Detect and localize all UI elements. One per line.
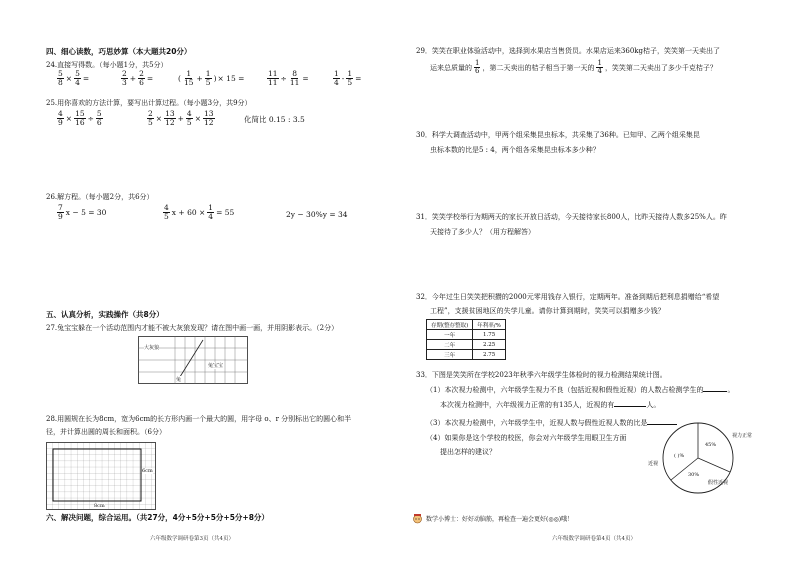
q24-expr-3: ( $\frac{1}{15}$ + $\frac{1}{5}$ ) × 15 = [178,69,245,87]
q25-title: 25.用你喜欢的方法计算，要写出计算过程。（每小题3分，共9分） [46,99,252,107]
pie-legend-near: 近视 [648,461,659,467]
rate-table [426,319,506,360]
q24-expr-4: $\frac{11}{11}$ ÷ $\frac{8}{11}$ = [268,69,309,87]
q33-sub1: （1）本次视力检测中，六年级学生视力不良（包括近视和假性近视）的人数占检测学生的 。 [426,386,735,394]
q33-sub2: 本次视力检测中，六年级视力正常的有135人，近视的有 人。 [440,401,661,409]
pie-label-45: 45% [705,442,717,448]
rate-value-cell: 2.25 [473,340,506,350]
q33-line1: 33．下图是笑笑所在学校2023年秋季六年级学生体检时的视力检测结果统计图。 [416,371,667,379]
rate-value-cell: 2.75 [473,350,506,360]
rate-term-cell: 二年 [427,340,473,350]
q28-line1: 28.用圆规在长为8cm，宽为6cm的长方形内画一个最大的圆，用字母 o、r 分别标出它的圆心和半 [46,415,352,423]
q25-expr-2: $\frac{2}{5}$ × $\frac{13}{12}$ + $\frac{4}{5}$ × $\frac{13}{12}$ [148,109,214,127]
q27-rabbit-label: 兔宝宝 [208,363,224,369]
q28-figure [46,442,156,510]
q24-expr-5: $\frac{1}{4}$ - $\frac{1}{5}$ = [334,69,362,87]
section4-title: 四、细心读数，巧思妙算（本大题共20分） [46,47,192,56]
q29-line1: 29．笑笑在职业体验活动中，选择到水果店当售货员。水果店运来360kg桔子，笑笑第一天卖出了 [416,47,720,55]
section5-title: 五、认真分析，实践操作（共8分） [46,310,164,319]
q31-line1: 31．笑笑学校举行为期两天的家长开放日活动，今天接待家长800人，比昨天接待人数多25%人。昨 [416,213,727,221]
q25-expr-3: 化简比 0.15 : 3.5 [244,115,305,124]
q33-sub3: （3）本次视力检测中，六年级学生中，近视人数与假性近视人数的比是 [426,418,677,428]
q30-line1: 30．科学大调查活动中，甲两个组采集昆虫标本，共采集了36种。已知甲、乙两个组采集昆 [416,131,700,139]
q27-wolf-label: 大灰狼 [144,345,160,351]
rate-table-header [427,320,506,330]
q28-width-label: 6cm [142,468,153,474]
q30-line2: 虫标本数的比是5 : 4，两个组各采集昆虫标本多少种？ [430,146,600,154]
q25-expr-1: $\frac{4}{9}$ × $\frac{15}{16}$ ÷ $\frac{5}{6}$ [58,109,102,127]
q24-title: 24.直接写得数。（每小题1分，共5分） [46,61,168,69]
q28-length-label: 8cm [94,503,105,509]
mascot-icon [412,513,423,524]
q24-expr-1: $\frac{5}{8}$ × $\frac{5}{4}$ = [58,69,90,87]
q28-line2: 径，并计算出圆的周长和面积。（6分） [46,428,166,436]
pie-legend-normal: 视力正常 [732,433,753,439]
q33-blank-1[interactable] [703,391,727,392]
table-row [427,330,506,340]
q27-figure [138,336,248,384]
rate-term-cell: 三年 [427,350,473,360]
rate-header-term: 存期(整存整取) [427,320,473,330]
section6-title: 六、解决问题，综合运用。（共27分，4分+5分+5分+5分+8分） [46,513,269,522]
rate-table-wrap [426,319,506,360]
tip-line [412,513,573,524]
q26-expr-3: 2y − 30%y = 34 [286,210,348,219]
rate-term-cell: 一年 [427,330,473,340]
tip-text: 数学小博士：好好动脑筋，再检查一遍会更好(◎◎)哦！ [426,516,574,523]
pie-legend-pseudo: 假性近视 [708,480,729,486]
q33-sub4-line1: （4）如果你是这个学校的校医，你会对六年级学生用眼卫生方面 [426,434,627,442]
q29-line2: 运来总质量的 $\frac{1}{6}$ ，第二天卖出的桔子相当于第一天的 $\frac{1}{4}$ ，笑笑第二天卖出了多少千克桔子？ [430,59,717,75]
q27-mid-label: 兔 [176,377,182,383]
q33-sub4-line2: 提出怎样的建议？ [440,448,496,456]
q26-title: 26.解方程。（每小题2分，共6分） [46,193,154,201]
rate-value-cell: 1.75 [473,330,506,340]
pie-label-30: 30% [688,472,700,478]
table-row [427,350,506,360]
rate-header-rate: 年利率/% [473,320,506,330]
q32-line1: 32．今年过生日笑笑把积攒的2000元零用钱存入银行，定期两年。准备到期后把利息捐赠给“希望 [416,293,720,301]
q26-expr-2: $\frac{4}{5}$ x + 60 × $\frac{1}{4}$ = 55 [164,203,235,221]
q33-blank-2[interactable] [614,406,646,407]
q26-expr-1: $\frac{7}{9}$ x − 5 = 30 [58,203,107,221]
q24-expr-2: $\frac{2}{3}$ + $\frac{2}{6}$ = [122,69,154,87]
pie-label-blank: ( )% [674,453,685,459]
left-footer: 六年级数学调研卷第3页（共4页） [150,536,234,542]
q32-line2: 工程”，支援贫困地区的失学儿童。请你计算到期时，笑笑可以捐赠多少钱？ [430,307,665,315]
table-row [427,340,506,350]
q28-grid [47,443,156,510]
q31-line2: 天接待了多少人？（用方程解答） [430,228,535,236]
right-footer: 六年级数学调研卷第4页（共4页） [552,536,636,542]
q27-text: 27.兔宝宝躲在一个活动范围内才能不被大灰狼发现？请在图中画一画，并用阴影表示。（2分） [46,324,339,332]
q28-grid-svg [46,442,156,510]
